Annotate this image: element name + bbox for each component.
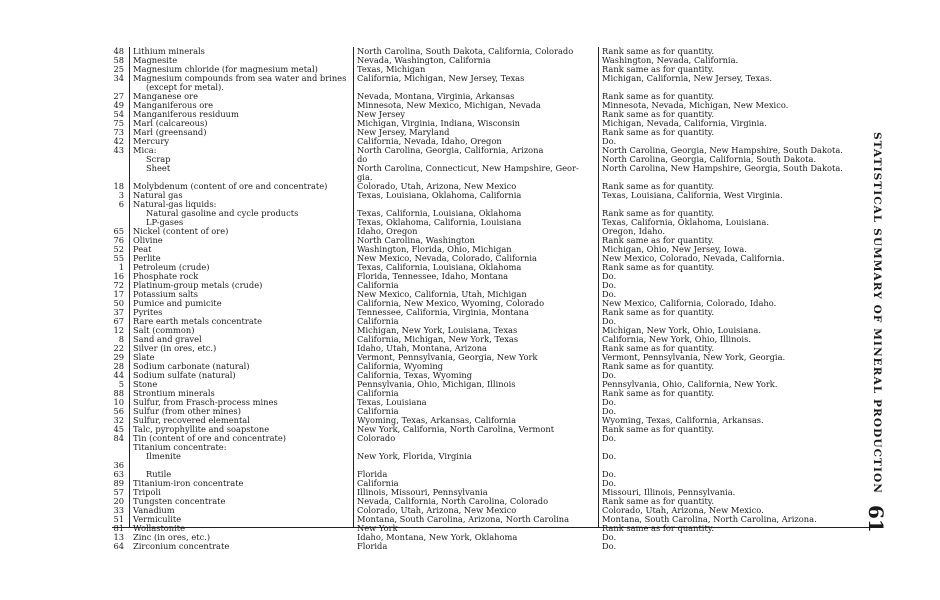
states-quantity-cell: Texas, Michigan bbox=[357, 64, 426, 74]
mineral-cell: Scrap bbox=[146, 154, 171, 164]
states-value-cell: New Mexico, Colorado, Nevada, California. bbox=[602, 253, 785, 263]
states-value-cell: Rank same as for quantity. bbox=[602, 181, 715, 191]
mineral-cell: Natural-gas liquids: bbox=[133, 199, 217, 209]
mineral-cell: Potassium salts bbox=[133, 289, 198, 299]
states-value-cell: Do. bbox=[602, 541, 617, 551]
states-value-cell: Do. bbox=[602, 289, 617, 299]
states-quantity-cell: Wyoming, Texas, Arkansas, California bbox=[357, 415, 517, 425]
states-value-cell: California, New York, Ohio, Illinois. bbox=[602, 334, 751, 344]
states-value-cell: Texas, California, Oklahoma, Louisiana. bbox=[602, 217, 769, 227]
rank-cell: 48 bbox=[113, 46, 124, 56]
rank-cell: 54 bbox=[113, 109, 124, 119]
mineral-cell: Vermiculite bbox=[133, 514, 182, 524]
mineral-cell: Wollastonite bbox=[133, 523, 186, 533]
table-row bbox=[112, 119, 872, 128]
table-row bbox=[112, 227, 872, 236]
states-quantity-cell: North Carolina, Washington bbox=[357, 235, 475, 245]
rank-cell: 63 bbox=[113, 469, 124, 479]
rank-cell: 51 bbox=[113, 514, 124, 524]
rank-cell: 5 bbox=[118, 379, 124, 389]
states-value-cell: Rank same as for quantity. bbox=[602, 127, 715, 137]
mineral-cell: Magnesite bbox=[133, 55, 178, 65]
states-value-cell: Colorado, Utah, Arizona, New Mexico. bbox=[602, 505, 764, 515]
table-row bbox=[112, 380, 872, 389]
states-value-cell: Do. bbox=[602, 532, 617, 542]
states-value-cell: Do. bbox=[602, 136, 617, 146]
states-quantity-cell: Nevada, Montana, Virginia, Arkansas bbox=[357, 91, 515, 101]
mineral-cell: Pyrites bbox=[133, 307, 163, 317]
table-row bbox=[112, 479, 872, 488]
mineral-cell: Manganiferous residuum bbox=[133, 109, 239, 119]
states-quantity-cell: North Carolina, Connecticut, New Hampshire, Geor- bbox=[357, 163, 579, 173]
mineral-cell: Tripoli bbox=[133, 487, 161, 497]
states-value-cell: Rank same as for quantity. bbox=[602, 424, 715, 434]
mineral-table bbox=[112, 46, 872, 551]
states-value-cell: North Carolina, Georgia, California, South Dakota. bbox=[602, 154, 817, 164]
rank-cell: 76 bbox=[113, 235, 124, 245]
rank-cell: 52 bbox=[113, 244, 124, 254]
states-quantity-cell: Michigan, Virginia, Indiana, Wisconsin bbox=[357, 118, 520, 128]
states-value-cell: Rank same as for quantity. bbox=[602, 235, 715, 245]
rank-cell: 73 bbox=[113, 127, 124, 137]
states-value-cell: Rank same as for quantity. bbox=[602, 307, 715, 317]
states-value-cell: Washington, Nevada, California. bbox=[602, 55, 739, 65]
rank-cell: 75 bbox=[113, 118, 124, 128]
mineral-cell: Tungsten concentrate bbox=[133, 496, 226, 506]
states-quantity-cell: California bbox=[357, 280, 399, 290]
states-quantity-cell: Texas, California, Louisiana, Oklahoma bbox=[357, 262, 522, 272]
states-quantity-cell: North Carolina, South Dakota, California, Colorado bbox=[357, 46, 574, 56]
mineral-cell: Magnesium chloride (for magnesium metal) bbox=[133, 64, 318, 74]
rank-cell: 81 bbox=[113, 523, 124, 533]
rank-cell: 43 bbox=[113, 145, 124, 155]
states-value-cell: Do. bbox=[602, 397, 617, 407]
mineral-cell: Rare earth metals concentrate bbox=[133, 316, 263, 326]
mineral-cell: Talc, pyrophyllite and soapstone bbox=[133, 424, 270, 434]
mineral-cell: Vanadium bbox=[133, 505, 175, 515]
rank-cell: 37 bbox=[113, 307, 124, 317]
states-value-cell: North Carolina, Georgia, New Hampshire, South Dakota. bbox=[602, 145, 843, 155]
states-quantity-cell: Washington, Florida, Ohio, Michigan bbox=[357, 244, 512, 254]
rank-cell: 10 bbox=[113, 397, 124, 407]
rank-cell: 12 bbox=[113, 325, 124, 335]
running-head: STATISTICAL SUMMARY OF MINERAL PRODUCTION bbox=[871, 132, 883, 494]
states-quantity-cell: Pennsylvania, Ohio, Michigan, Illinois bbox=[357, 379, 516, 389]
table-row bbox=[112, 74, 872, 83]
rank-cell: 32 bbox=[113, 415, 124, 425]
rank-cell: 44 bbox=[113, 370, 124, 380]
states-value-cell: Rank same as for quantity. bbox=[602, 91, 715, 101]
mineral-cell: Ilmenite bbox=[146, 451, 181, 461]
mineral-cell: Sand and gravel bbox=[133, 334, 202, 344]
states-value-cell: Montana, South Carolina, North Carolina, Arizona. bbox=[602, 514, 817, 524]
mineral-cell: Zirconium concentrate bbox=[133, 541, 230, 551]
rank-cell: 3 bbox=[118, 190, 124, 200]
mineral-cell: Titanium-iron concentrate bbox=[133, 478, 244, 488]
mineral-cell: Peat bbox=[133, 244, 152, 254]
rank-cell: 72 bbox=[113, 280, 124, 290]
mineral-cell: Marl (calcareous) bbox=[133, 118, 208, 128]
rank-cell: 20 bbox=[113, 496, 124, 506]
states-value-cell: Do. bbox=[602, 469, 617, 479]
states-quantity-cell: Texas, California, Louisiana, Oklahoma bbox=[357, 208, 522, 218]
states-quantity-cell: New Mexico, Nevada, Colorado, California bbox=[357, 253, 537, 263]
rank-cell: 55 bbox=[113, 253, 124, 263]
rank-cell: 6 bbox=[118, 199, 124, 209]
rank-cell: 25 bbox=[113, 64, 124, 74]
states-value-cell: North Carolina, New Hampshire, Georgia, South Dakota. bbox=[602, 163, 843, 173]
states-value-cell: Rank same as for quantity. bbox=[602, 64, 715, 74]
mineral-cell: Phosphate rock bbox=[133, 271, 199, 281]
mineral-cell: Magnesium compounds from sea water and brines bbox=[133, 73, 347, 83]
rank-cell: 17 bbox=[113, 289, 124, 299]
table-row bbox=[112, 47, 872, 56]
rank-cell: 57 bbox=[113, 487, 124, 497]
states-quantity-cell: do bbox=[357, 154, 368, 164]
rank-cell: 42 bbox=[113, 136, 124, 146]
mineral-cell: Sodium sulfate (natural) bbox=[133, 370, 236, 380]
states-value-cell: Rank same as for quantity. bbox=[602, 523, 715, 533]
states-value-cell: Rank same as for quantity. bbox=[602, 496, 715, 506]
rank-cell: 50 bbox=[113, 298, 124, 308]
states-quantity-cell: Vermont, Pennsylvania, Georgia, New York bbox=[357, 352, 538, 362]
states-value-cell: Oregon, Idaho. bbox=[602, 226, 665, 236]
states-quantity-cell: Michigan, New York, Louisiana, Texas bbox=[357, 325, 518, 335]
states-quantity-cell: New York bbox=[357, 523, 398, 533]
mineral-cell: Manganese ore bbox=[133, 91, 198, 101]
table-row bbox=[112, 335, 872, 344]
table-row bbox=[112, 443, 872, 452]
states-quantity-cell: Colorado, Utah, Arizona, New Mexico bbox=[357, 181, 517, 191]
mineral-cell: Sheet bbox=[146, 163, 171, 173]
rank-cell: 67 bbox=[113, 316, 124, 326]
rank-cell: 84 bbox=[113, 433, 124, 443]
states-quantity-cell: California, Nevada, Idaho, Oregon bbox=[357, 136, 502, 146]
states-quantity-cell: Idaho, Oregon bbox=[357, 226, 418, 236]
rank-cell: 36 bbox=[113, 460, 124, 470]
states-quantity-cell: Colorado bbox=[357, 433, 396, 443]
mineral-cell: Pumice and pumicite bbox=[133, 298, 222, 308]
states-value-cell: Wyoming, Texas, California, Arkansas. bbox=[602, 415, 764, 425]
mineral-cell: Sulfur (from other mines) bbox=[133, 406, 241, 416]
states-quantity-cell: California bbox=[357, 316, 399, 326]
states-quantity-cell: New Jersey, Maryland bbox=[357, 127, 450, 137]
mineral-cell: Lithium minerals bbox=[133, 46, 205, 56]
rank-cell: 13 bbox=[113, 532, 124, 542]
mineral-cell: Sulfur, from Frasch-process mines bbox=[133, 397, 278, 407]
states-quantity-cell: Idaho, Montana, New York, Oklahoma bbox=[357, 532, 518, 542]
states-quantity-cell: Tennessee, California, Virginia, Montana bbox=[357, 307, 529, 317]
table-row bbox=[112, 191, 872, 200]
rank-cell: 89 bbox=[113, 478, 124, 488]
states-quantity-cell: California, Wyoming bbox=[357, 361, 444, 371]
states-quantity-cell: Nevada, California, North Carolina, Colorado bbox=[357, 496, 549, 506]
states-value-cell: Do. bbox=[602, 406, 617, 416]
mineral-cell: Silver (in ores, etc.) bbox=[133, 343, 217, 353]
states-quantity-cell: Texas, Oklahoma, California, Louisiana bbox=[357, 217, 522, 227]
states-quantity-cell: New York, Florida, Virginia bbox=[357, 451, 472, 461]
states-quantity-cell: Nevada, Washington, California bbox=[357, 55, 491, 65]
rank-cell: 1 bbox=[118, 262, 124, 272]
rank-cell: 27 bbox=[113, 91, 124, 101]
states-value-cell: Missouri, Illinois, Pennsylvania. bbox=[602, 487, 736, 497]
states-quantity-cell: California bbox=[357, 406, 399, 416]
rank-cell: 18 bbox=[113, 181, 124, 191]
states-value-cell: Michigan, California, New Jersey, Texas. bbox=[602, 73, 772, 83]
mineral-cell: Molybdenum (content of ore and concentrate) bbox=[133, 181, 328, 191]
rank-cell: 45 bbox=[113, 424, 124, 434]
states-quantity-cell: California bbox=[357, 478, 399, 488]
states-quantity-cell: Minnesota, New Mexico, Michigan, Nevada bbox=[357, 100, 541, 110]
mineral-cell: (except for metal). bbox=[146, 82, 224, 92]
mineral-cell: Platinum-group metals (crude) bbox=[133, 280, 263, 290]
states-quantity-cell: California bbox=[357, 388, 399, 398]
states-quantity-cell: New Mexico, California, Utah, Michigan bbox=[357, 289, 527, 299]
states-value-cell: Rank same as for quantity. bbox=[602, 361, 715, 371]
table-row bbox=[112, 461, 872, 470]
states-quantity-cell: New Jersey bbox=[357, 109, 405, 119]
mineral-cell: LP-gases bbox=[146, 217, 184, 227]
table-row bbox=[112, 164, 872, 173]
mineral-cell: Manganiferous ore bbox=[133, 100, 214, 110]
mineral-cell: Natural gasoline and cycle products bbox=[146, 208, 299, 218]
states-value-cell: Rank same as for quantity. bbox=[602, 109, 715, 119]
states-value-cell: Vermont, Pennsylvania, New York, Georgia. bbox=[602, 352, 786, 362]
states-value-cell: Michigan, Ohio, New Jersey, Iowa. bbox=[602, 244, 747, 254]
mineral-cell: Slate bbox=[133, 352, 155, 362]
states-quantity-cell: California, New Mexico, Wyoming, Colorado bbox=[357, 298, 545, 308]
states-value-cell: Minnesota, Nevada, Michigan, New Mexico. bbox=[602, 100, 789, 110]
table-row bbox=[112, 515, 872, 524]
rank-cell: 33 bbox=[113, 505, 124, 515]
rank-cell: 16 bbox=[113, 271, 124, 281]
mineral-cell: Nickel (content of ore) bbox=[133, 226, 229, 236]
states-value-cell: Rank same as for quantity. bbox=[602, 208, 715, 218]
states-quantity-cell: Colorado, Utah, Arizona, New Mexico bbox=[357, 505, 517, 515]
states-value-cell: Do. bbox=[602, 271, 617, 281]
states-quantity-cell: Florida bbox=[357, 469, 388, 479]
states-value-cell: Michigan, Nevada, California, Virginia. bbox=[602, 118, 767, 128]
rank-cell: 56 bbox=[113, 406, 124, 416]
mineral-cell: Stone bbox=[133, 379, 158, 389]
states-value-cell: Do. bbox=[602, 316, 617, 326]
states-value-cell: Pennsylvania, Ohio, California, New York. bbox=[602, 379, 778, 389]
mineral-cell: Natural gas bbox=[133, 190, 183, 200]
states-quantity-cell: gia. bbox=[357, 172, 373, 182]
rank-cell: 65 bbox=[113, 226, 124, 236]
table-row bbox=[112, 452, 872, 461]
states-value-cell: Do. bbox=[602, 451, 617, 461]
states-value-cell: Rank same as for quantity. bbox=[602, 46, 715, 56]
page-number: 61 bbox=[864, 505, 888, 533]
mineral-cell: Salt (common) bbox=[133, 325, 195, 335]
states-quantity-cell: Florida, Tennessee, Idaho, Montana bbox=[357, 271, 509, 281]
mineral-cell: Perlite bbox=[133, 253, 161, 263]
states-value-cell: New Mexico, California, Colorado, Idaho. bbox=[602, 298, 777, 308]
states-value-cell: Texas, Louisiana, California, West Virginia. bbox=[602, 190, 783, 200]
mineral-cell: Sulfur, recovered elemental bbox=[133, 415, 250, 425]
mineral-cell: Mercury bbox=[133, 136, 170, 146]
rank-cell: 49 bbox=[113, 100, 124, 110]
rank-cell: 88 bbox=[113, 388, 124, 398]
states-quantity-cell: Montana, South Carolina, Arizona, North Carolina bbox=[357, 514, 570, 524]
mineral-cell: Sodium carbonate (natural) bbox=[133, 361, 250, 371]
rank-cell: 8 bbox=[118, 334, 124, 344]
states-value-cell: Michigan, New York, Ohio, Louisiana. bbox=[602, 325, 761, 335]
mineral-cell: Strontium minerals bbox=[133, 388, 215, 398]
states-value-cell: Rank same as for quantity. bbox=[602, 343, 715, 353]
table-row bbox=[112, 542, 872, 551]
rank-cell: 64 bbox=[113, 541, 124, 551]
states-value-cell: Do. bbox=[602, 370, 617, 380]
mineral-cell: Zinc (in ores, etc.) bbox=[133, 532, 211, 542]
states-value-cell: Rank same as for quantity. bbox=[602, 262, 715, 272]
states-quantity-cell: Illinois, Missouri, Pennsylvania bbox=[357, 487, 488, 497]
states-quantity-cell: Texas, Louisiana bbox=[357, 397, 427, 407]
states-value-cell: Do. bbox=[602, 478, 617, 488]
states-quantity-cell: North Carolina, Georgia, California, Arizona bbox=[357, 145, 544, 155]
states-quantity-cell: Florida bbox=[357, 541, 388, 551]
mineral-cell: Tin (content of ore and concentrate) bbox=[133, 433, 287, 443]
states-value-cell: Do. bbox=[602, 280, 617, 290]
mineral-cell: Rutile bbox=[146, 469, 172, 479]
states-value-cell: Do. bbox=[602, 433, 617, 443]
rank-cell: 22 bbox=[113, 343, 124, 353]
mineral-cell: Mica: bbox=[133, 145, 157, 155]
rank-cell: 28 bbox=[113, 361, 124, 371]
states-quantity-cell: California, Michigan, New York, Texas bbox=[357, 334, 519, 344]
states-quantity-cell: Idaho, Utah, Montana, Arizona bbox=[357, 343, 487, 353]
mineral-cell: Olivine bbox=[133, 235, 163, 245]
mineral-cell: Titanium concentrate: bbox=[133, 442, 227, 452]
rank-cell: 34 bbox=[113, 73, 124, 83]
states-quantity-cell: Texas, Louisiana, Oklahoma, California bbox=[357, 190, 522, 200]
states-quantity-cell: California, Michigan, New Jersey, Texas bbox=[357, 73, 525, 83]
states-quantity-cell: California, Texas, Wyoming bbox=[357, 370, 473, 380]
rank-cell: 29 bbox=[113, 352, 124, 362]
states-quantity-cell: New York, California, North Carolina, Vermont bbox=[357, 424, 555, 434]
mineral-cell: Petroleum (crude) bbox=[133, 262, 210, 272]
rank-cell: 58 bbox=[113, 55, 124, 65]
mineral-cell: Marl (greensand) bbox=[133, 127, 207, 137]
states-value-cell: Rank same as for quantity. bbox=[602, 388, 715, 398]
